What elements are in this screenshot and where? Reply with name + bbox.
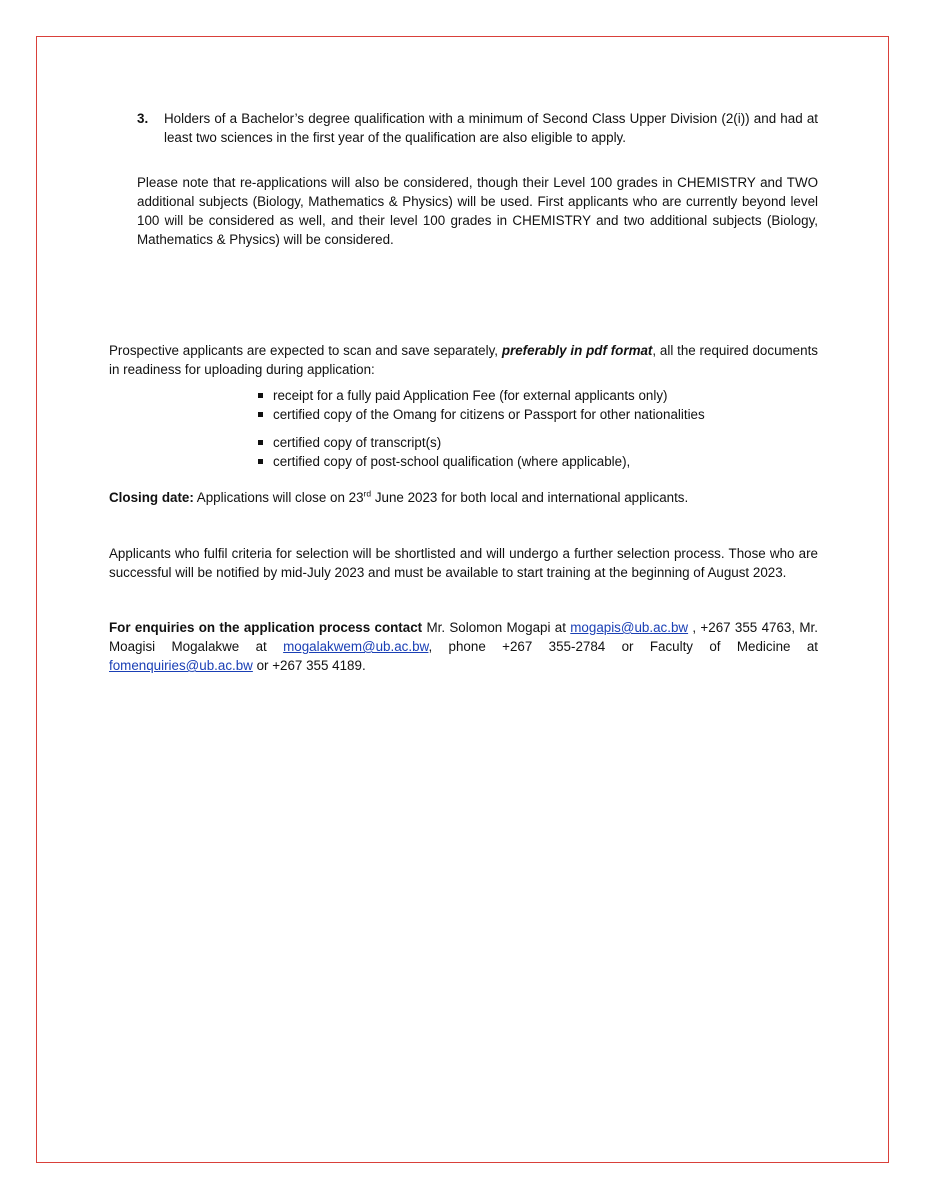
contact1-email-link[interactable]: mogapis@ub.ac.bw	[570, 620, 689, 635]
item-number: 3.	[137, 111, 149, 126]
contact3-email-link[interactable]: fomenquiries@ub.ac.bw	[109, 658, 253, 673]
closing-date-label: Closing date:	[109, 490, 194, 505]
list-item-text: certified copy of the Omang for citizens or Passport for other nationalities	[273, 407, 705, 422]
list-item	[258, 405, 818, 424]
contact2-phone: , phone +267 355-2784 or Faculty of Medicine at	[428, 639, 818, 654]
bullet-icon	[258, 459, 263, 464]
list-item-text: certified copy of transcript(s)	[273, 435, 442, 450]
pdf-format-emphasis: preferably in pdf format	[501, 343, 653, 358]
required-documents-list	[258, 386, 818, 471]
enquiries-label: For enquiries on the application process contact	[109, 620, 423, 635]
list-item	[258, 433, 818, 452]
item-text: Holders of a Bachelor’s degree qualification with a minimum of Second Class Upper Division (2(i)) and had at least two sciences in the first year of the qualification are also eligible to apply.	[164, 111, 818, 145]
shortlisting-paragraph: Applicants who fulfil criteria for selection will be shortlisted and will undergo a further selection process. Those who are successful will be notified by mid-July 2023 and must be available to start training at the beginning of August 2023.	[109, 546, 818, 580]
closing-date-superscript: rd	[363, 488, 372, 499]
bullet-icon	[258, 440, 263, 445]
closing-date-text-after: June 2023 for both local and international applicants.	[371, 490, 689, 505]
list-item-text: receipt for a fully paid Application Fee (for external applicants only)	[273, 388, 668, 403]
contact1-phone: , +267 355 4763, Mr. Moagisi Mogalakwe at	[109, 620, 819, 654]
enquiries-paragraph	[109, 618, 818, 675]
contact2-email-link[interactable]: mogalakwem@ub.ac.bw	[283, 639, 429, 654]
prospective-text-after: , all the required documents in readiness for uploading during application:	[109, 343, 818, 377]
contact3-phone: or +267 355 4189.	[252, 658, 366, 673]
bullet-icon	[258, 393, 263, 398]
reapplication-note: Please note that re-applications will also be considered, though their Level 100 grades in CHEMISTRY and TWO additional subjects (Biology, Mathematics & Physics) will be used. First applicants who are currently beyond level 100 will be considered as well, and their level 100 grades in CHEMISTRY and two additional subjects (Biology, Mathematics & Physics) will be considered.	[137, 175, 818, 247]
eligibility-item-3	[137, 109, 818, 147]
prospective-applicants-paragraph	[109, 341, 818, 379]
closing-date	[109, 488, 818, 507]
list-item-text: certified copy of post-school qualification (where applicable),	[273, 454, 631, 469]
list-item	[258, 452, 818, 471]
contact1-name: Mr. Solomon Mogapi at	[422, 620, 571, 635]
list-item	[258, 386, 818, 405]
closing-date-text: Applications will close on 23	[196, 490, 364, 505]
prospective-text-before: Prospective applicants are expected to scan and save separately,	[109, 343, 499, 358]
bullet-icon	[258, 412, 263, 417]
